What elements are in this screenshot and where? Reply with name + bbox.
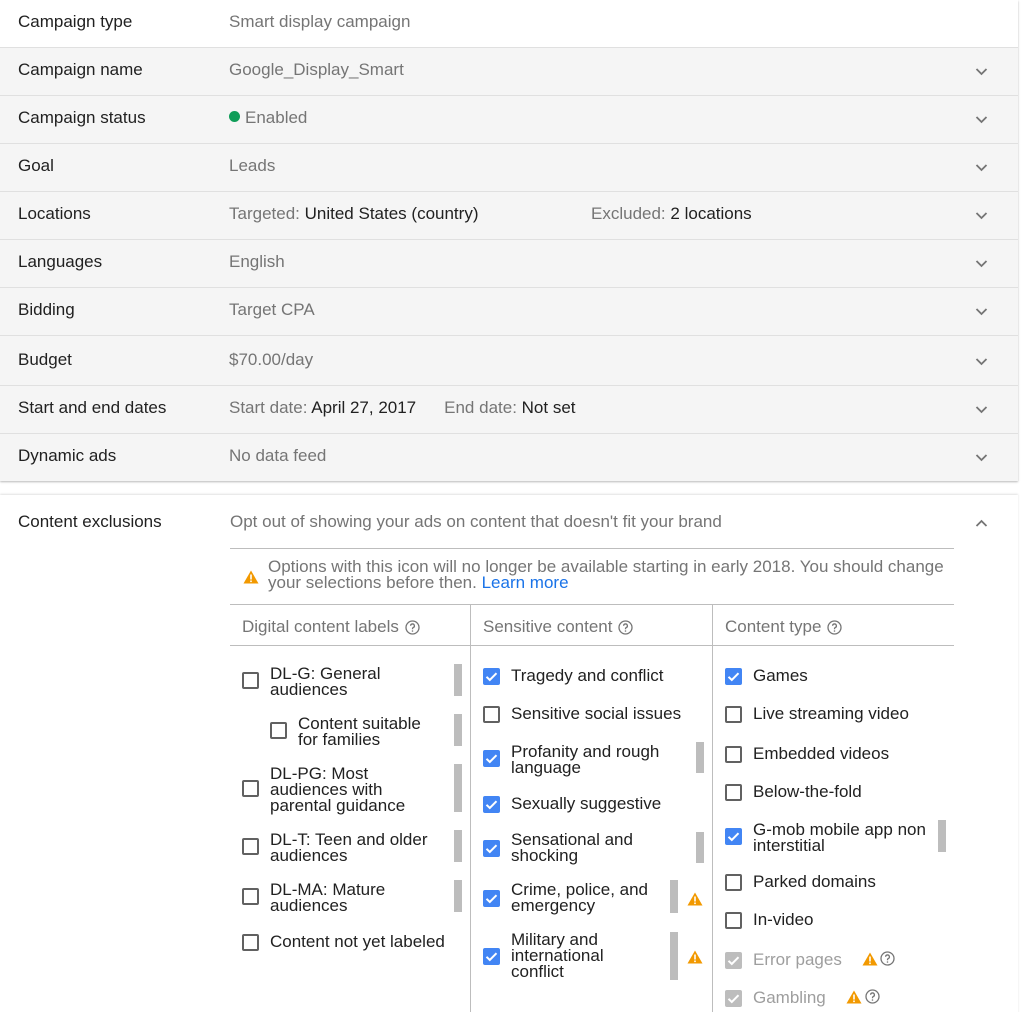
gambling-option <box>753 990 826 1006</box>
scroll-handle[interactable] <box>454 764 462 812</box>
budget-row[interactable] <box>0 336 1018 386</box>
column-divider <box>470 604 471 1012</box>
sensational-and-shocking-checkbox[interactable] <box>483 840 500 857</box>
start-date-value: April 27, 2017 <box>311 398 417 417</box>
option-label: Error pages <box>753 950 842 969</box>
campaign-name-label: Campaign name <box>18 60 143 79</box>
notice-text: Options with this icon will no longer be available starting in early 2018. You should change your selections before then. <box>268 557 944 592</box>
sensitive-social-issues-checkbox[interactable] <box>483 706 500 723</box>
option-label: G-mob mobile app non interstitial <box>753 820 926 855</box>
dl-ma-checkbox[interactable] <box>242 888 259 905</box>
content-type-header <box>725 617 842 640</box>
content-exclusions-description: Opt out of showing your ads on content that doesn't fit your brand <box>230 512 722 531</box>
campaign-settings-card <box>0 0 1018 481</box>
chevron-down-icon[interactable] <box>975 209 988 222</box>
embedded-videos-option <box>753 746 889 762</box>
warning-icon <box>862 952 878 971</box>
option-label: Tragedy and conflict <box>511 666 664 685</box>
chevron-down-icon[interactable] <box>975 305 988 318</box>
campaign-type-label: Campaign type <box>18 12 133 31</box>
parked-domains-option <box>753 874 876 890</box>
content-not-yet-labeled-option <box>270 934 465 950</box>
deprecation-notice <box>268 559 948 591</box>
languages-value: English <box>229 252 285 271</box>
military-and-international-conflict-checkbox[interactable] <box>483 948 500 965</box>
crime-police-emergency-option <box>511 882 661 914</box>
chevron-down-icon[interactable] <box>975 257 988 270</box>
divider <box>230 645 954 646</box>
tragedy-and-conflict-checkbox[interactable] <box>483 668 500 685</box>
dl-t-option <box>270 832 450 864</box>
budget-value: $70.00/day <box>229 350 314 369</box>
sensational-and-shocking-option <box>511 832 671 864</box>
column-header-text: Sensitive content <box>483 617 613 636</box>
dynamic-ads-label: Dynamic ads <box>18 446 117 465</box>
chevron-down-icon[interactable] <box>975 65 988 78</box>
divider <box>230 604 954 605</box>
below-the-fold-checkbox[interactable] <box>725 784 742 801</box>
scroll-handle[interactable] <box>454 714 462 746</box>
dates-value <box>229 398 576 418</box>
option-label: Embedded videos <box>753 744 890 763</box>
locations-row[interactable] <box>0 192 1018 240</box>
campaign-status-value <box>229 108 307 128</box>
dates-row[interactable] <box>0 386 1018 434</box>
military-and-international-conflict-option <box>511 932 651 980</box>
campaign-name-row[interactable] <box>0 48 1018 96</box>
in-video-checkbox[interactable] <box>725 912 742 929</box>
chevron-down-icon[interactable] <box>975 161 988 174</box>
dl-pg-option <box>270 766 430 814</box>
option-label: Parked domains <box>753 872 876 891</box>
tragedy-and-conflict-option <box>511 668 663 684</box>
live-streaming-video-option <box>753 706 909 722</box>
dynamic-ads-value: No data feed <box>229 446 327 465</box>
profanity-and-rough-language-option <box>511 744 686 776</box>
help-icon[interactable] <box>618 620 633 640</box>
chevron-down-icon[interactable] <box>975 113 988 126</box>
scroll-handle[interactable] <box>454 830 462 862</box>
end-date-label: End date: <box>444 398 517 417</box>
sexually-suggestive-checkbox[interactable] <box>483 796 500 813</box>
g-mob-mobile-app-option <box>753 822 937 854</box>
scroll-handle[interactable] <box>670 880 678 913</box>
status-dot-icon <box>229 111 240 122</box>
column-header-text: Content type <box>725 617 822 636</box>
content-suitable-for-families-checkbox[interactable] <box>270 722 287 739</box>
option-label: Content suitable for families <box>298 714 421 749</box>
chevron-down-icon[interactable] <box>975 403 988 416</box>
sensitive-content-header <box>483 617 633 640</box>
start-date-label: Start date: <box>229 398 308 417</box>
dl-g-option <box>270 666 445 698</box>
bidding-label: Bidding <box>18 300 75 319</box>
dl-pg-checkbox[interactable] <box>242 780 259 797</box>
dl-t-checkbox[interactable] <box>242 838 259 855</box>
column-header-text: Digital content labels <box>242 617 399 636</box>
chevron-down-icon[interactable] <box>975 355 988 368</box>
budget-label: Budget <box>18 350 72 369</box>
option-label: In-video <box>753 910 814 929</box>
locations-excluded <box>591 204 752 224</box>
option-label: DL-PG: Most audiences with parental guidance <box>270 764 406 815</box>
campaign-status-label: Campaign status <box>18 108 146 127</box>
dl-ma-option <box>270 882 420 914</box>
goal-label: Goal <box>18 156 54 175</box>
content-exclusions-panel <box>0 495 1018 1012</box>
languages-label: Languages <box>18 252 103 271</box>
g-mob-mobile-app-checkbox[interactable] <box>725 828 742 845</box>
games-option <box>753 668 808 684</box>
learn-more-link[interactable]: Learn more <box>481 573 569 592</box>
option-label: DL-MA: Mature audiences <box>270 880 386 915</box>
excluded-value: 2 locations <box>670 204 752 223</box>
option-label: Below-the-fold <box>753 782 862 801</box>
option-label: Games <box>753 666 808 685</box>
dynamic-ads-row[interactable] <box>0 434 1018 482</box>
content-exclusions-label: Content exclusions <box>18 512 162 531</box>
option-label: Sensitive social issues <box>511 704 682 723</box>
option-label: Sensational and shocking <box>511 830 633 865</box>
option-label: Live streaming video <box>753 704 909 723</box>
scroll-handle[interactable] <box>670 932 678 980</box>
bidding-value: Target CPA <box>229 300 315 319</box>
option-label: DL-T: Teen and older audiences <box>270 830 428 865</box>
option-label: DL-G: General audiences <box>270 664 381 699</box>
help-icon[interactable] <box>405 620 420 640</box>
sexually-suggestive-option <box>511 796 661 812</box>
help-icon[interactable] <box>865 989 880 1009</box>
option-label: Profanity and rough language <box>511 742 660 777</box>
option-label: Gambling <box>753 988 826 1007</box>
parked-domains-checkbox[interactable] <box>725 874 742 891</box>
option-label: Military and international conflict <box>511 930 604 981</box>
bidding-row[interactable] <box>0 288 1018 336</box>
warning-icon <box>687 892 703 911</box>
option-label: Content not yet labeled <box>270 932 445 951</box>
profanity-and-rough-language-checkbox[interactable] <box>483 750 500 767</box>
scroll-handle[interactable] <box>454 664 462 696</box>
excluded-label: Excluded: <box>591 204 666 223</box>
column-divider <box>712 604 713 1012</box>
campaign-type-value: Smart display campaign <box>229 12 411 31</box>
crime-police-emergency-checkbox[interactable] <box>483 890 500 907</box>
goal-value: Leads <box>229 156 276 175</box>
error-pages-option <box>753 952 842 968</box>
campaign-status-row[interactable] <box>0 96 1018 144</box>
gambling-checkbox <box>725 990 742 1007</box>
scroll-handle[interactable] <box>696 742 704 773</box>
digital-content-labels-header <box>242 617 420 640</box>
languages-row[interactable] <box>0 240 1018 288</box>
warning-icon <box>687 950 703 969</box>
scroll-handle[interactable] <box>938 820 946 852</box>
scroll-handle[interactable] <box>696 832 704 863</box>
option-label: Crime, police, and emergency <box>511 880 649 915</box>
chevron-down-icon[interactable] <box>975 451 988 464</box>
dates-label: Start and end dates <box>18 398 167 417</box>
campaign-type-row <box>0 0 1018 48</box>
embedded-videos-checkbox[interactable] <box>725 746 742 763</box>
below-the-fold-option <box>753 784 862 800</box>
targeted-value: United States (country) <box>304 204 479 223</box>
help-icon[interactable] <box>880 951 895 971</box>
dl-g-checkbox[interactable] <box>242 672 259 689</box>
targeted-label: Targeted: <box>229 204 300 223</box>
locations-targeted <box>229 204 478 224</box>
sensitive-social-issues-option <box>511 706 681 722</box>
live-streaming-video-checkbox[interactable] <box>725 706 742 723</box>
status-text: Enabled <box>245 108 308 127</box>
games-checkbox[interactable] <box>725 668 742 685</box>
help-icon[interactable] <box>827 620 842 640</box>
content-not-yet-labeled-checkbox[interactable] <box>242 934 259 951</box>
warning-icon <box>846 990 862 1009</box>
in-video-option <box>753 912 813 928</box>
warning-icon <box>243 570 259 589</box>
scroll-handle[interactable] <box>454 880 462 912</box>
locations-label: Locations <box>18 204 91 223</box>
divider <box>230 548 954 549</box>
content-suitable-for-families-option <box>298 716 438 748</box>
chevron-up-icon[interactable] <box>975 517 988 530</box>
error-pages-checkbox <box>725 952 742 969</box>
campaign-name-value: Google_Display_Smart <box>229 60 404 79</box>
option-label: Sexually suggestive <box>511 794 662 813</box>
goal-row[interactable] <box>0 144 1018 192</box>
end-date-value: Not set <box>521 398 576 417</box>
